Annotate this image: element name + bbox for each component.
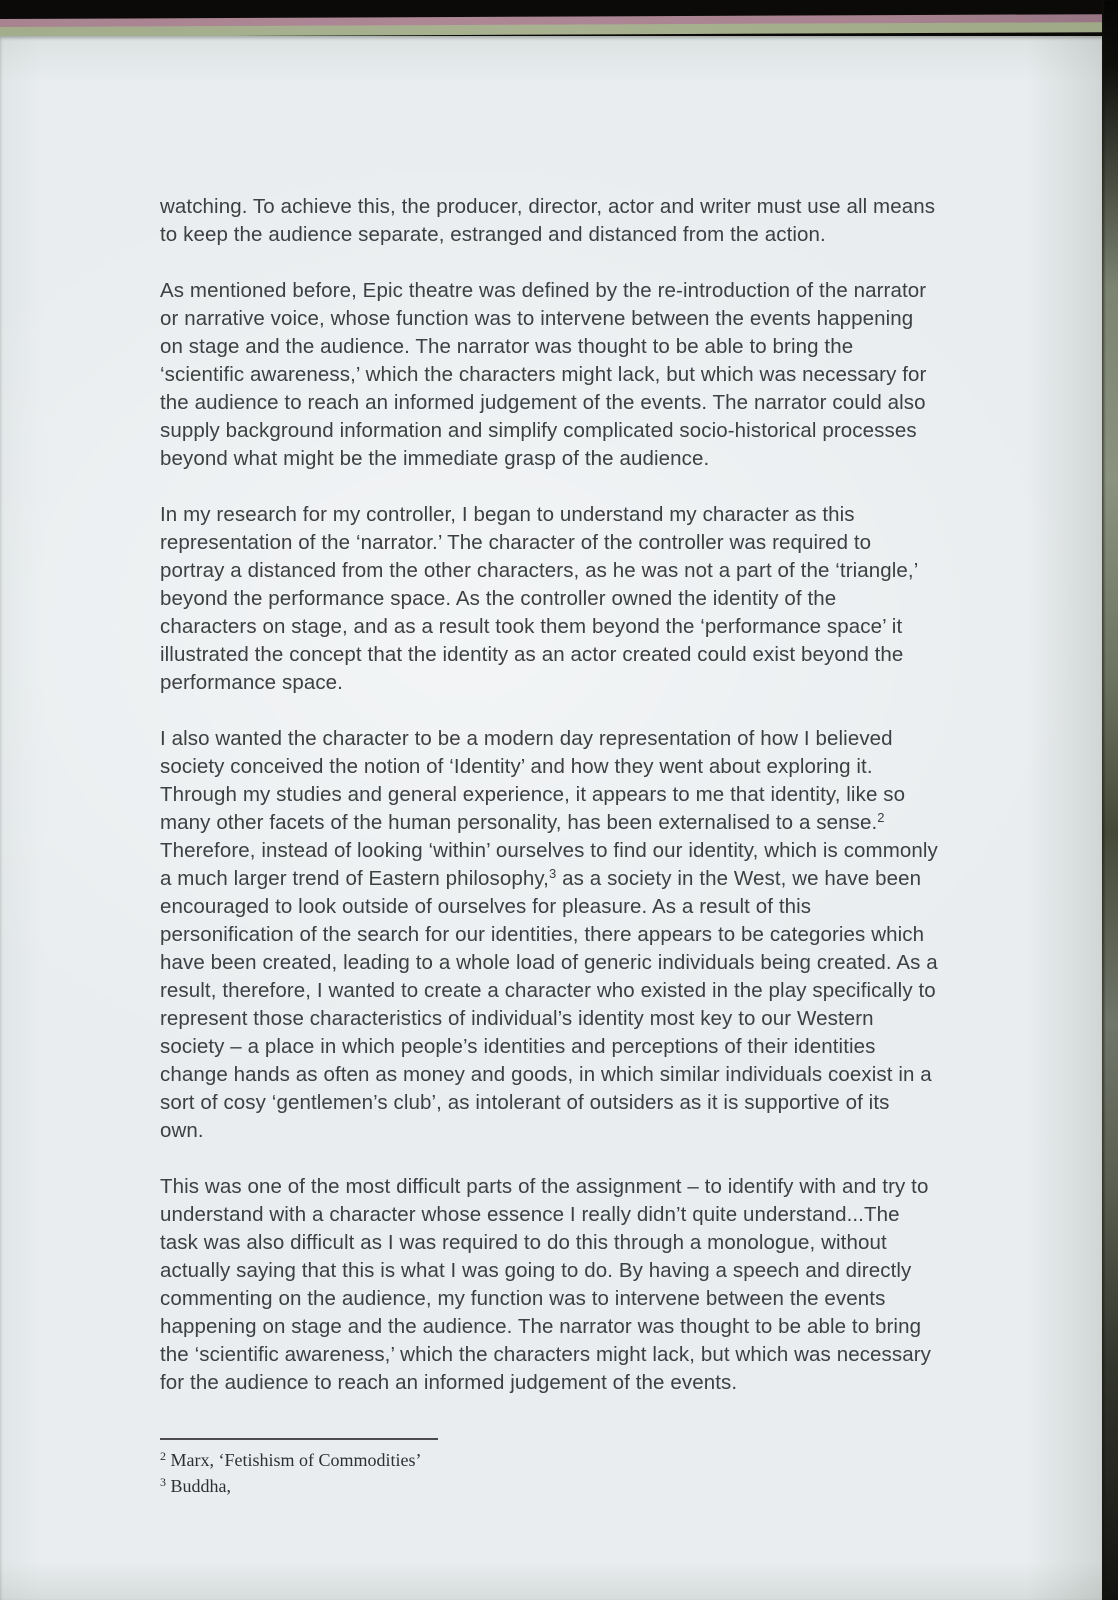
paragraph-3 [160,501,938,697]
footnote-list [160,1447,760,1499]
paragraph-text: I also wanted the character to be a modern day representation of how I believed society conceived the notion of ‘Identity’ and how they went about exploring it. Through my studies and general experience, it appears to me that identity, like so many other facets of the human personality, has been externalised to a sense. [160,727,906,834]
paragraph-text: As mentioned before, Epic theatre was defined by the re-introduction of the narrator or narrative voice, whose function was to intervene between the events happening on stage and the audience. The narrator was thought to be able to bring the ‘scientific awareness,’ which the characters might lack, but which was necessary for the audience to reach an informed judgement of the events. The narrator could also supply background information and simplify complicated socio-historical processes beyond what might be the immediate grasp of the audience. [160,279,927,470]
paragraph-text: watching. To achieve this, the producer, director, actor and writer must use all means to keep the audience separate, estranged and distanced from the action. [160,195,936,246]
paragraph-5 [160,1173,938,1397]
paragraph-text: This was one of the most difficult parts of the assignment – to identify with and try to understand with a character whose essence I really didn’t quite understand...The task was also difficult as I was required to do this through a monologue, without actually saying that this is what I was going to do. By having a speech and directly commenting on the audience, my function was to intervene between the events happening on stage and the audience. The narrator was thought to be able to bring the ‘scientific awareness,’ which the characters might lack, but which was necessary for the audience to reach an informed judgement of the events. [160,1175,932,1394]
footnote-separator-rule [160,1438,438,1440]
footnote-marker: 3 [160,1475,166,1489]
footnote-reference: 2 [877,810,885,825]
paragraph-text: Therefore, instead of looking ‘within’ ourselves to find our identity, which is commonly a much larger trend of Eastern philosophy, [160,839,938,890]
paragraph-4 [160,725,938,1145]
page-stack-edge [1102,0,1118,1600]
footnote-marker: 2 [160,1449,166,1463]
paper-sheet [0,36,1104,1600]
paragraph-2 [160,277,938,473]
essay-body-text [160,193,938,1425]
footnote: $^3$ Buddha, [160,1475,231,1496]
paragraph-text: In my research for my controller, I began to understand my character as this representation of the ‘narrator.’ The character of the controller was required to portray a distanced from the other characters, as he was not a part of the ‘triangle,’ beyond the performance space. As the controller owned the identity of the characters on stage, and as a result took them beyond the ‘performance space’ it illustrated the concept that the identity as an actor created could exist beyond the performance space. [160,503,918,694]
paragraph-text: as a society in the West, we have been encouraged to look outside of ourselves for pleasure. As a result of this personification of the search for our identities, there appears to be categories which have been created, leading to a whole load of generic individuals being created. As a result, therefore, I wanted to create a character who existed in the play specifically to represent those characteristics of individual’s identity most key to our Western society – a place in which people’s identities and perceptions of their identities change hands as often as money and goods, in which similar individuals coexist in a sort of cosy ‘gentlemen’s club’, as intolerant of outsiders as it is supportive of its own. [160,867,938,1142]
footnote: $^2$ Marx, ‘Fetishism of Commodities’ [160,1449,422,1470]
footnote-reference: 3 [548,866,557,881]
paragraph-1 [160,193,938,249]
footnotes-section [160,1438,760,1499]
